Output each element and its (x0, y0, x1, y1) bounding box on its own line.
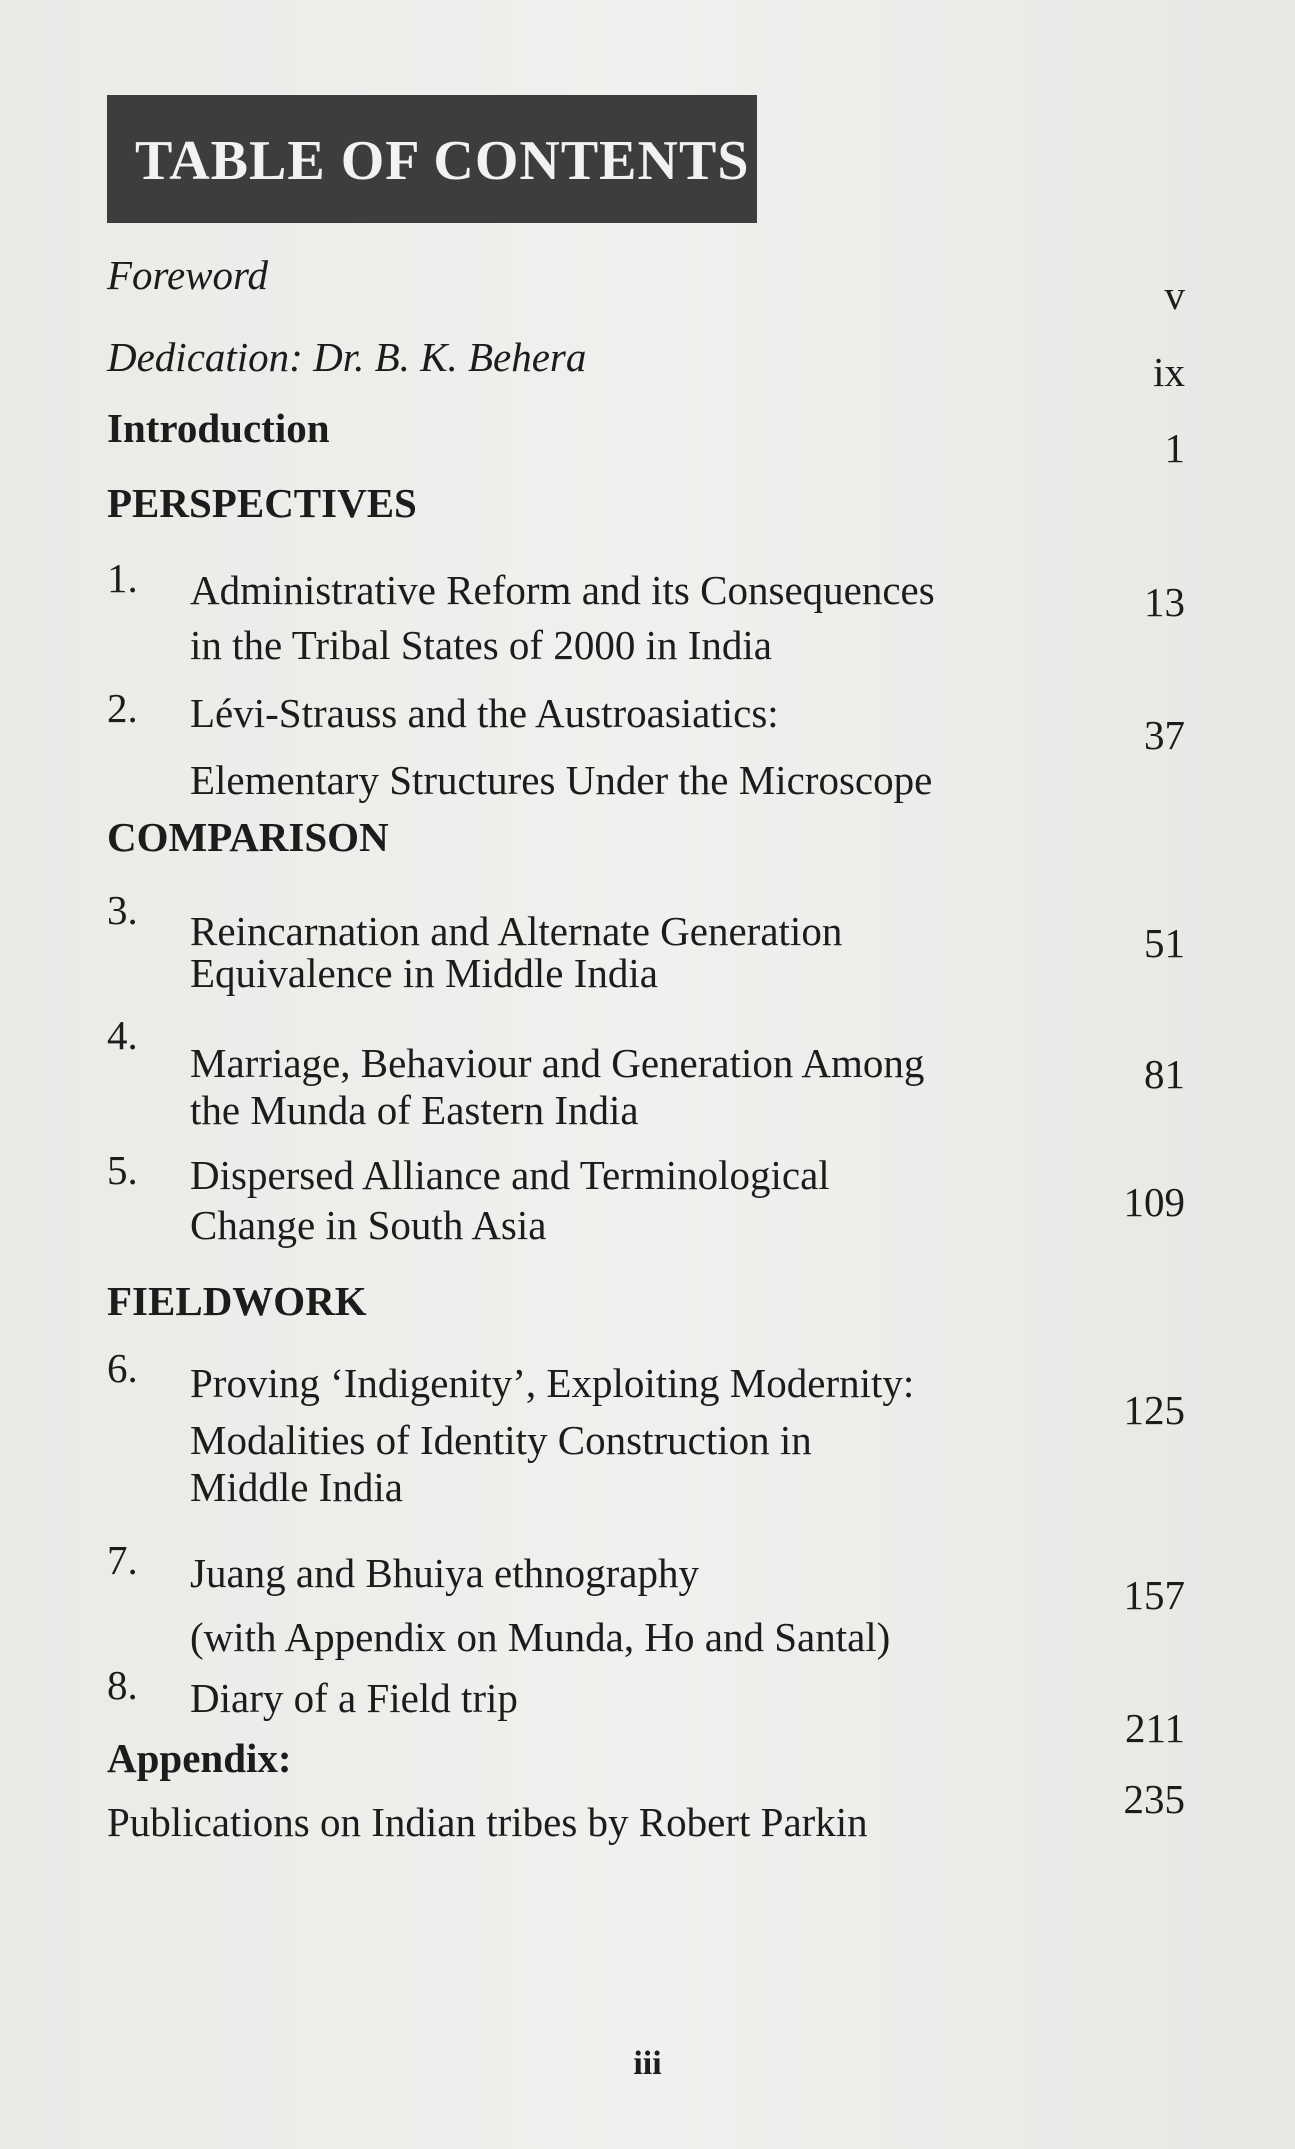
page-number: 13 (1144, 579, 1185, 625)
section-heading: COMPARISON (107, 814, 389, 860)
chapter-number: 7. (107, 1537, 138, 1583)
chapter-title-line: Middle India (190, 1464, 403, 1510)
chapter-title-line: (with Appendix on Munda, Ho and Santal) (190, 1614, 891, 1660)
heading-box (107, 95, 757, 223)
page-number: 1 (1164, 425, 1185, 471)
page-number: 211 (1125, 1705, 1185, 1751)
appendix-label: Appendix: (107, 1735, 292, 1781)
chapter-number: 2. (107, 685, 138, 731)
chapter-number: 8. (107, 1662, 138, 1708)
appendix-title: Publications on Indian tribes by Robert Parkin (107, 1799, 868, 1845)
page-number: 157 (1123, 1572, 1185, 1618)
page-number: v (1164, 272, 1185, 318)
chapter-title-line: Elementary Structures Under the Microscope (190, 757, 933, 803)
chapter-title-line: Lévi-Strauss and the Austroasiatics: (190, 690, 779, 736)
toc-entry-introduction: Introduction (107, 405, 330, 451)
section-heading: FIELDWORK (107, 1278, 367, 1324)
chapter-title-line: Modalities of Identity Construction in (190, 1417, 812, 1463)
chapter-number: 3. (107, 887, 138, 933)
chapter-number: 6. (107, 1345, 138, 1391)
page-number: 109 (1123, 1179, 1185, 1225)
page-number: 81 (1144, 1051, 1185, 1097)
chapter-title-line: in the Tribal States of 2000 in India (190, 622, 772, 668)
page-number: 125 (1123, 1387, 1185, 1433)
page-number: 235 (1123, 1776, 1185, 1822)
toc-entry-dedication: Dedication: Dr. B. K. Behera (107, 334, 587, 380)
chapter-title-line: Equivalence in Middle India (190, 950, 658, 996)
chapter-title-line: the Munda of Eastern India (190, 1087, 639, 1133)
chapter-title-line: Change in South Asia (190, 1202, 547, 1248)
chapter-title-line: Juang and Bhuiya ethnography (190, 1550, 699, 1596)
chapter-title-line: Dispersed Alliance and Terminological (190, 1152, 830, 1198)
page-folio: iii (633, 2045, 662, 2082)
toc-entry-foreword: Foreword (107, 252, 268, 298)
page-number: ix (1153, 349, 1185, 395)
chapter-number: 4. (107, 1012, 138, 1058)
chapter-title-line: Proving ‘Indigenity’, Exploiting Modernity: (190, 1360, 915, 1406)
chapter-title-line: Diary of a Field trip (190, 1675, 518, 1721)
chapter-title-line: Marriage, Behaviour and Generation Among (190, 1040, 925, 1086)
toc-heading: TABLE OF CONTENTS (135, 130, 750, 192)
chapter-title-line: Administrative Reform and its Consequences (190, 567, 935, 613)
chapter-number: 1. (107, 555, 138, 601)
section-heading: PERSPECTIVES (107, 480, 417, 526)
page-number: 51 (1144, 920, 1185, 966)
page-number: 37 (1144, 712, 1185, 758)
chapter-number: 5. (107, 1147, 138, 1193)
chapter-title-line: Reincarnation and Alternate Generation (190, 908, 843, 954)
